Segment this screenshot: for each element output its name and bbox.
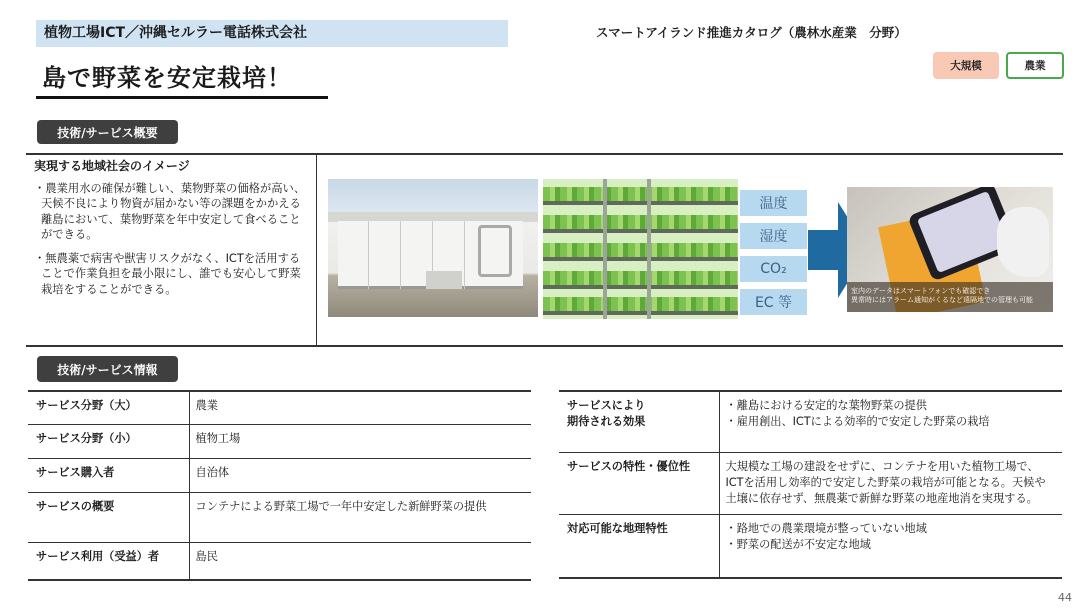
row-value xyxy=(719,391,1062,452)
company-banner xyxy=(36,20,508,47)
label-line: サービスにより xyxy=(567,399,646,412)
overview-bullet: ・無農薬で病害や獣害リスクがなく、ICTを活用することで作業負担を最小限にし、誰でも安心して野菜栽培をすることができる。 xyxy=(34,251,301,296)
lettuce-row xyxy=(543,243,738,257)
value-line: ・路地での農業環境が整っていない地域 xyxy=(725,521,927,535)
service-benefits-table xyxy=(559,390,1062,579)
table-row xyxy=(559,391,1062,452)
company-name: 植物工場ICT／沖縄セルラー電話株式会社 xyxy=(44,25,308,41)
shelf xyxy=(543,201,738,205)
title-underline xyxy=(36,96,328,99)
service-info-table xyxy=(28,390,531,581)
table-row xyxy=(28,542,531,580)
lettuce-row xyxy=(543,215,738,229)
lettuce-row xyxy=(543,187,738,201)
container-duct xyxy=(478,225,512,277)
label-line: 期待される効果 xyxy=(567,415,646,428)
overview-bullet: ・農業用水の確保が難しい、葉物野菜の価格が高い、天候不良により物資が届かない等の課題をかかえる離島において、葉物野菜を年中安定して食べることができる。 xyxy=(34,181,306,241)
row-label: サービス分野（小） xyxy=(28,424,189,458)
row-label xyxy=(559,452,719,514)
table-row xyxy=(28,424,531,458)
shelf xyxy=(543,229,738,233)
row-label xyxy=(559,391,719,452)
shelf xyxy=(543,311,738,315)
section-label-info: 技術/サービス情報 xyxy=(37,356,178,382)
table-row xyxy=(559,514,1062,578)
page-number: 44 xyxy=(1058,591,1072,604)
env-label-temperature: 温度 xyxy=(740,190,807,216)
lettuce-row xyxy=(543,297,738,311)
table-row xyxy=(28,391,531,424)
section-label-overview: 技術/サービス概要 xyxy=(37,120,178,144)
row-label: サービスの概要 xyxy=(28,492,189,542)
row-value: 植物工場 xyxy=(189,424,531,458)
row-label xyxy=(559,514,719,578)
column-divider xyxy=(316,154,317,345)
value-line: 大規模な工場の建設をせずに、コンテナを用いた植物工場で、ICTを活用し効率的で安定した野菜の栽培が可能となる。天候や土壌に依存せず、無農薬で新鮮な野菜の地産地消を実現する。 xyxy=(725,459,1046,505)
env-label-co2: CO₂ xyxy=(740,256,807,282)
label-line: 対応可能な地理特性 xyxy=(567,521,668,535)
row-value: コンテナによる野菜工場で一年中安定した新鮮野菜の提供 xyxy=(189,492,531,542)
value-line: ・離島における安定的な葉物野菜の提供 xyxy=(725,399,927,412)
divider-line xyxy=(26,153,1063,155)
tag-large-scale: 大規模 xyxy=(933,52,999,79)
table-row xyxy=(28,458,531,492)
row-value: 自治体 xyxy=(189,458,531,492)
shelf-post xyxy=(603,179,607,319)
overview-heading: 実現する地域社会のイメージ xyxy=(34,159,190,173)
row-label: サービス分野（大） xyxy=(28,391,189,424)
page-title: 島で野菜を安定栽培！ xyxy=(42,64,292,92)
value-line: ・雇用創出、ICTによる効率的で安定した野菜の栽培 xyxy=(725,415,990,428)
container-farm-photo xyxy=(328,179,538,317)
row-value: 島民 xyxy=(189,542,531,580)
smartphone-monitoring-photo xyxy=(847,187,1053,312)
row-value xyxy=(719,452,1062,514)
shelf-post xyxy=(647,179,651,319)
container-rib xyxy=(400,221,401,289)
overview-description xyxy=(34,159,310,305)
env-label-ec: EC 等 xyxy=(740,289,807,315)
lettuce-row xyxy=(543,271,738,285)
caption-line: 異常時にはアラーム通知がくるなど遠隔地での管理も可能 xyxy=(851,296,1033,304)
env-label-humidity: 湿度 xyxy=(740,223,807,249)
label-line: サービスの特性・優位性 xyxy=(567,459,691,473)
smartphone-screen xyxy=(917,191,1009,273)
caption-line: 室内のデータはスマートフォンでも確認でき xyxy=(851,287,991,295)
table-row xyxy=(559,452,1062,514)
row-label: サービス購入者 xyxy=(28,458,189,492)
row-value: 農業 xyxy=(189,391,531,424)
gloved-hand xyxy=(997,207,1049,277)
tag-agriculture: 農業 xyxy=(1006,52,1064,79)
row-label: サービス利用（受益）者 xyxy=(28,542,189,580)
container-rib xyxy=(464,221,465,289)
value-line: ・野菜の配送が不安定な地域 xyxy=(725,537,871,551)
catalog-title: スマートアイランド推進カタログ（農林水産業 分野） xyxy=(596,25,907,40)
indoor-farm-photo xyxy=(543,179,738,319)
table-row xyxy=(28,492,531,542)
row-value xyxy=(719,514,1062,578)
shelf xyxy=(543,257,738,261)
divider-line xyxy=(26,345,1063,347)
shelf xyxy=(543,285,738,289)
container-ac-unit xyxy=(426,271,462,289)
container-rib xyxy=(368,221,369,289)
photo-caption xyxy=(847,282,1053,312)
